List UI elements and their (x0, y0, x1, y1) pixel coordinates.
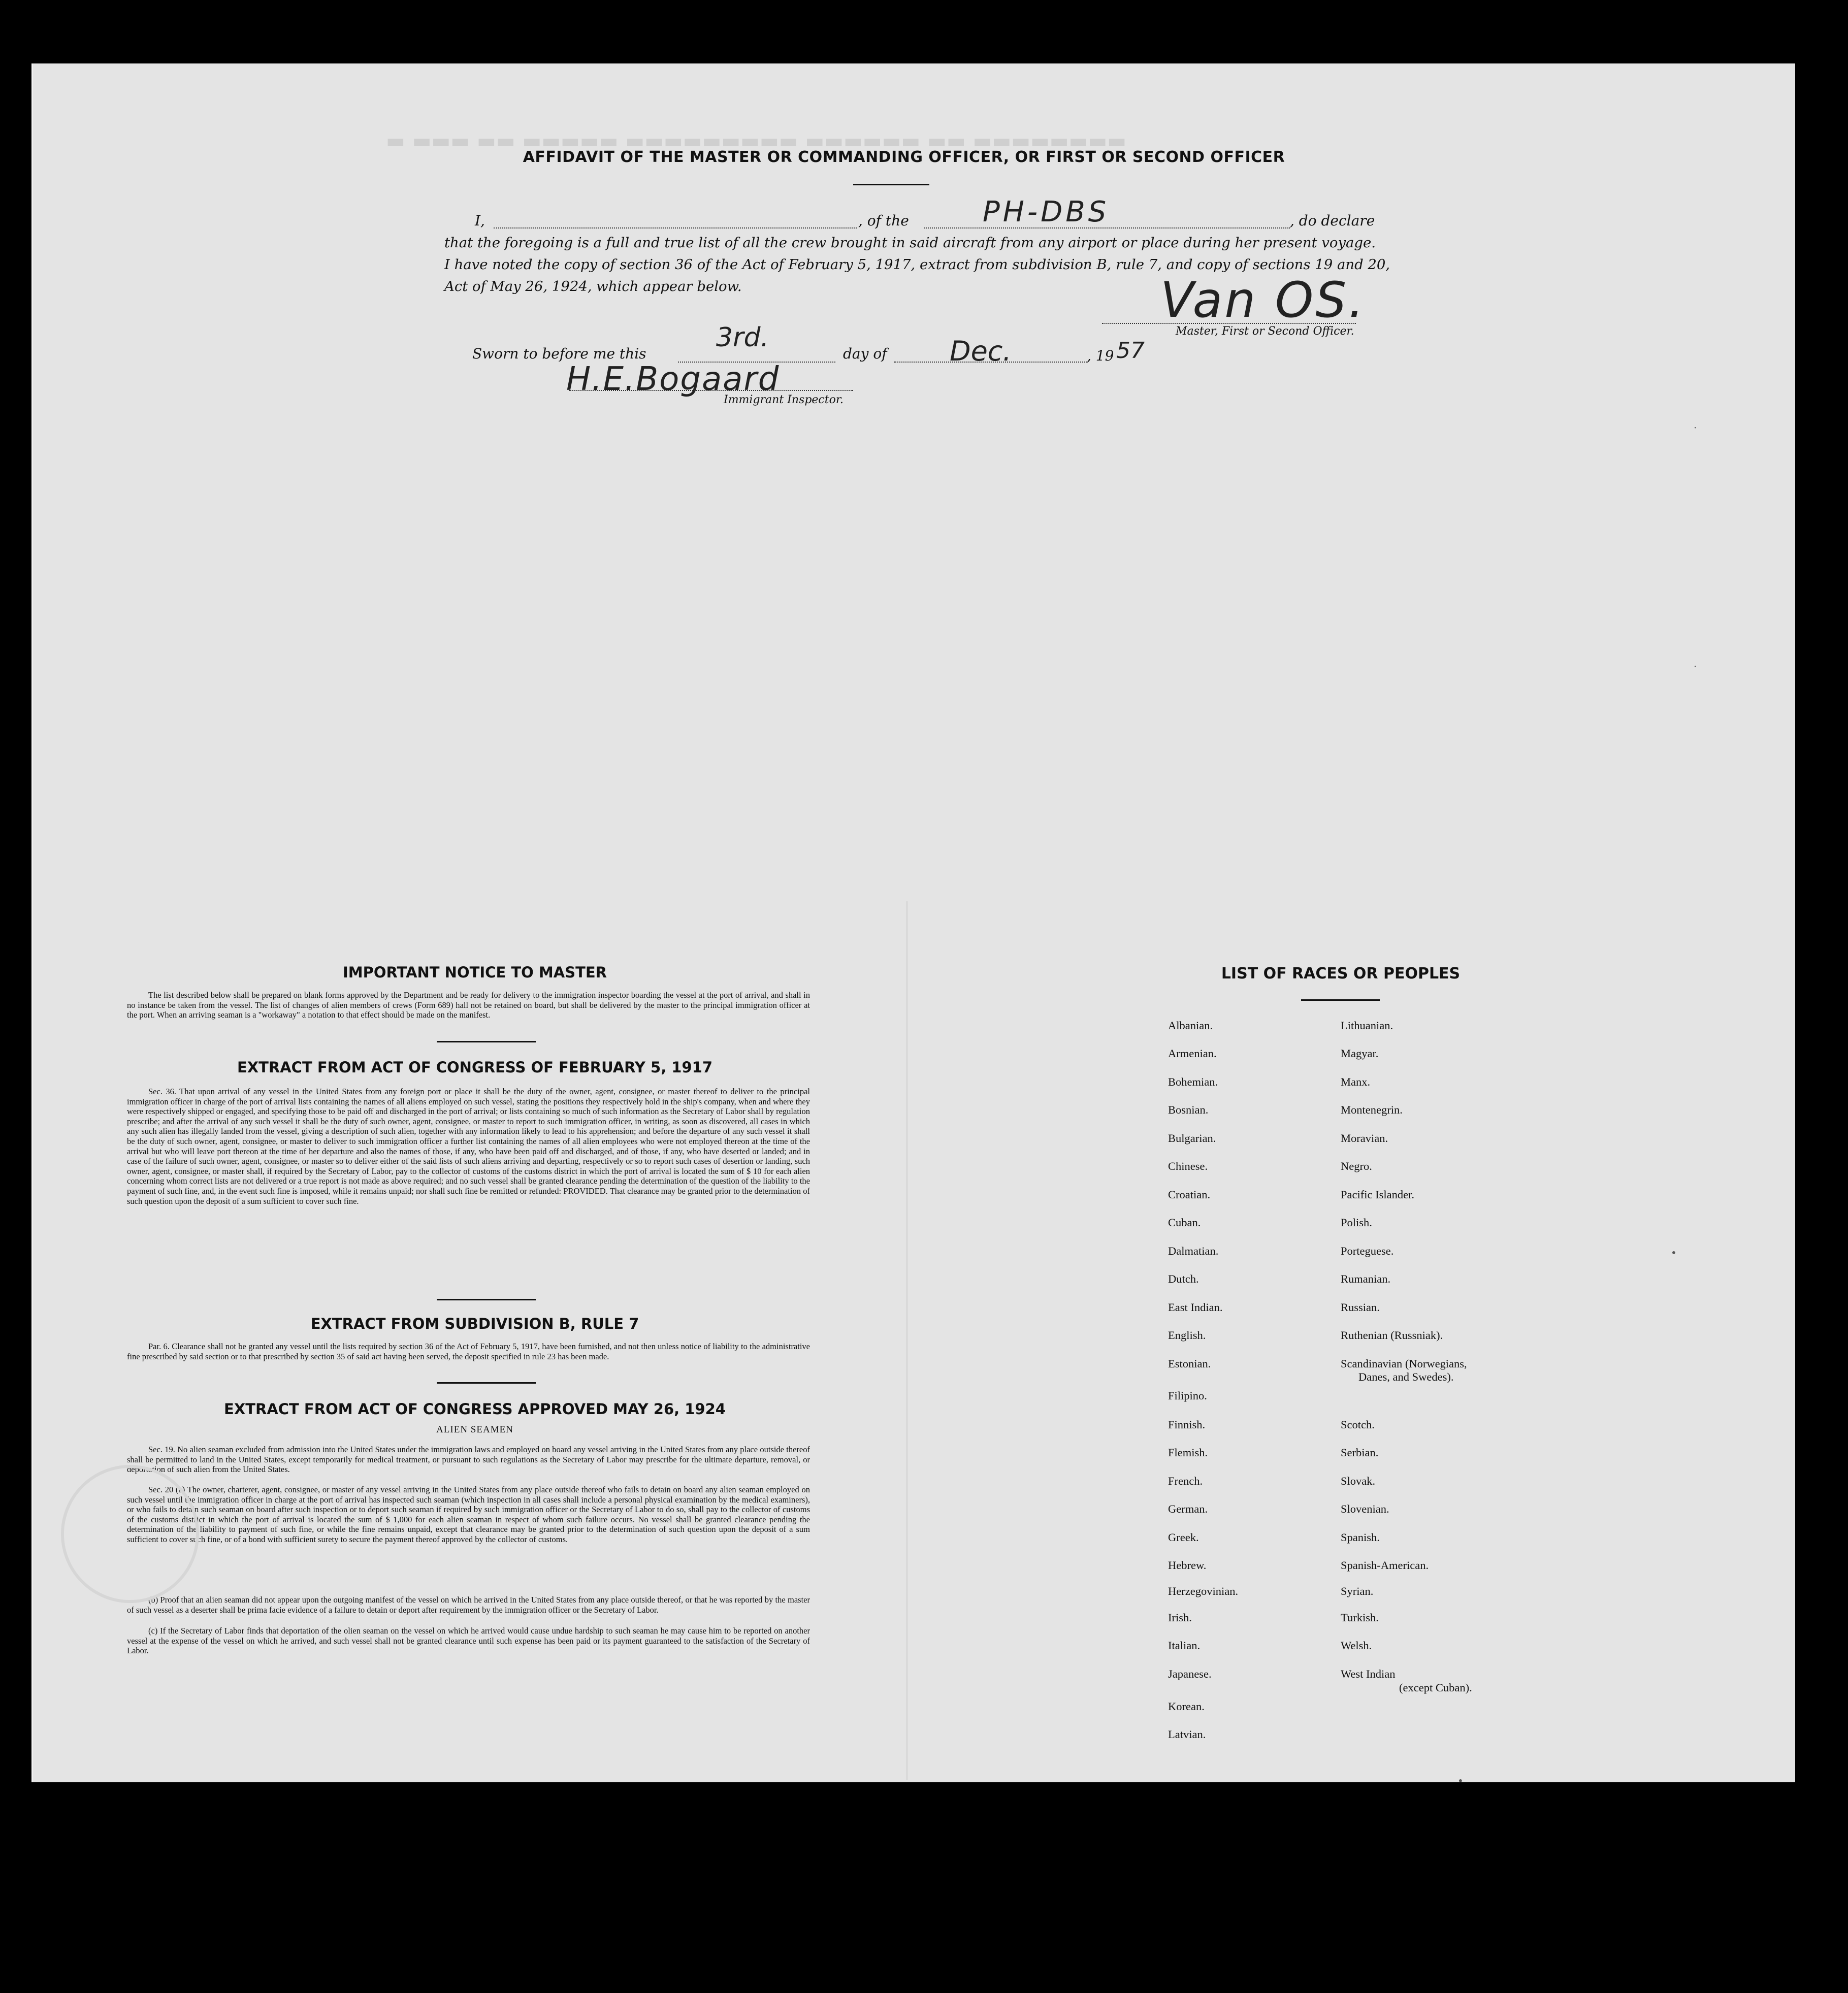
affidavit-line-2: that the foregoing is a full and true list of all the crew brought in said aircraft from any airport or place during her present voyage. (444, 235, 1376, 251)
race-item: Negro. (1341, 1160, 1372, 1172)
race-item: Ruthenian (Russniak). (1341, 1329, 1443, 1342)
race-item: Spanish-American. (1341, 1559, 1429, 1572)
do-declare-label: , do declare (1290, 212, 1375, 229)
of-the-label: , of the (858, 212, 909, 229)
affidavit-i: I, (475, 212, 485, 229)
race-item: Polish. (1341, 1216, 1372, 1229)
inspector-caption: Immigrant Inspector. (724, 394, 844, 406)
races-title-rule (1301, 999, 1380, 1001)
race-item: Irish. (1168, 1611, 1192, 1624)
race-item: Bulgarian. (1168, 1132, 1216, 1145)
race-item: Dalmatian. (1168, 1245, 1219, 1257)
bleed-through-mark: ▬ ▬▬▬ ▬▬ ▬▬▬▬▬ ▬▬▬▬▬▬▬▬▬ ▬▬▬▬▬▬ ▬▬ ▬▬▬▬▬▬▬▬ (386, 129, 1127, 153)
race-item: Manx. (1341, 1075, 1371, 1088)
race-item: Slovenian. (1341, 1502, 1389, 1515)
aircraft-handwritten: PH-DBS (983, 195, 1110, 228)
act-1924-sec20c: (c) If the Secretary of Labor finds that deportation of the olien seaman on the vessel on which he arrived would cause undue hardship to such seaman he may cause him to be reported on another vessel at the expense of the vessel on which he arrived, and such vessel shall not be granted clearance until such expense has been paid or its payment guaranteed to the satisfaction of the Secretary of Labor. (127, 1626, 810, 1656)
sworn-day-handwritten: 3rd. (716, 322, 769, 353)
act-1917-text: Sec. 36. That upon arrival of any vessel in the United States from any foreign port or place it shall be the duty of the owner, agent, consignee, or master thereof to deliver to the principal immigration officer in charge of the port of arrival lists containing the names of all aliens employed on such vessel, stating the positions they respectively hold in the ship's company, when and where they were respectively shipped or engaged, and specifying those to be paid off and discharged in the port of arrival; or lists containing so much of such information as the Secretary of Labor shall by regulation prescribe; and after the arrival of any such vessel it shall be the duty of such owner, agent, consignee, or master to report to such immigration officer, in writing, as soon as discovered, all cases in which any such alien has illegally landed from the vessel, giving a description of such alien, together with any information likely to lead to his apprehension; and before the departure of any such vessel it shall be the duty of such owner, agent, consignee, or master to deliver to such immigration officer a further list containing the names of all alien employees who were not employed thereon at the time of the arrival but who will leave port thereon at the time of her departure and also the names of those, if any, who have been paid off and discharged, and of those, if any, who have deserted or landed; and in case of the failure of such owner, agent, consignee, or master so to deliver either of the said lists of such aliens arriving and departing, respectively or so to report such cases of desertion or landing, such owner, agent, consignee, or master shall, if required by the Secretary of Labor, pay to the collector of customs of the customs district in which the port of arrival is located the sum of $ 10 for each alien concerning whom correct lists are not delivered or a true report is not made as above required; and no such vessel shall be granted clearance pending the determination of the question of the liability to the payment of such fine, and, in the event such fine is imposed, while it remains unpaid; nor shall such fine be remitted or refunded: PROVIDED. That clearance may be granted prior to the determination of such question upon the deposit of a sum sufficient to cover such fine. (127, 1087, 810, 1206)
subdivision-title: EXTRACT FROM SUBDIVISION B, RULE 7 (310, 1315, 639, 1332)
day-of-label: day of (843, 345, 887, 362)
race-item: Dutch. (1168, 1272, 1199, 1285)
sworn-label: Sworn to before me this (472, 345, 646, 362)
act-1924-sec20b: (b) Proof that an alien seaman did not appear upon the outgoing manifest of the vessel on which he arrived in the United States from any place outside thereof, or that he was reported by the master of such vessel as a deserter shall be prima facie evidence of a failure to detain or deport after requirement by the immigration officer or the Secretary of Labor. (127, 1595, 810, 1615)
race-item: East Indian. (1168, 1301, 1223, 1314)
act-1924-subtitle: ALIEN SEAMEN (436, 1424, 513, 1435)
subdivision-text: Par. 6. Clearance shall not be granted any vessel until the lists required by section 36 of the Act of February 5, 1917, have been furnished, and not then unless notice of liability to the administrative fine prescribed by said section or to that prescribed by section 35 of said act having been served, the deposit specified in rule 23 has been made. (127, 1342, 810, 1361)
master-signature-line (1102, 323, 1356, 324)
race-item: Estonian. (1168, 1357, 1211, 1370)
race-item: Moravian. (1341, 1132, 1388, 1145)
race-item: Albanian. (1168, 1019, 1213, 1032)
race-item: Flemish. (1168, 1446, 1208, 1459)
race-item: Lithuanian. (1341, 1019, 1393, 1032)
race-item: Scandinavian (Norwegians, (1341, 1357, 1467, 1370)
race-item: Herzegovinian. (1168, 1585, 1239, 1597)
race-item: Rumanian. (1341, 1272, 1391, 1285)
title-rule (853, 184, 929, 185)
seal-emboss (61, 1465, 199, 1603)
race-item: Bohemian. (1168, 1075, 1218, 1088)
race-item: Chinese. (1168, 1160, 1208, 1172)
race-item: Korean. (1168, 1700, 1205, 1713)
race-item: Slovak. (1341, 1475, 1376, 1487)
race-item: Serbian. (1341, 1446, 1379, 1459)
margin-tick: • (1671, 1247, 1677, 1259)
section-rule (437, 1299, 536, 1300)
year-prefix: , 19 (1087, 347, 1114, 364)
race-item: Scotch. (1341, 1418, 1375, 1431)
race-item: Welsh. (1341, 1639, 1372, 1652)
master-signature: Van OS. (1160, 272, 1366, 329)
race-item: Japanese. (1168, 1668, 1212, 1680)
affidavit-title: AFFIDAVIT OF THE MASTER OR COMMANDING OFFICER, OR FIRST OR SECOND OFFICER (523, 148, 1285, 166)
master-caption: Master, First or Second Officer. (1176, 325, 1354, 338)
affidavit-line-4: Act of May 26, 1924, which appear below. (444, 278, 742, 295)
race-item: English. (1168, 1329, 1206, 1342)
name-field-line (494, 227, 857, 228)
races-title: LIST OF RACES OR PEOPLES (1221, 965, 1461, 983)
race-item: Cuban. (1168, 1216, 1201, 1229)
inspector-signature-line (569, 390, 853, 391)
page-fold (906, 901, 907, 1780)
race-item: Armenian. (1168, 1047, 1217, 1060)
race-item: Danes, and Swedes). (1358, 1370, 1454, 1383)
race-item: Italian. (1168, 1639, 1201, 1652)
race-item: Bosnian. (1168, 1103, 1209, 1116)
act-1924-sec19: Sec. 19. No alien seaman excluded from admission into the United States under the immigration laws and employed on board any vessel arriving in the United States from any place outside thereof shall be permitted to land in the United States, except temporarily for medical treatment, or pursuant to such regulations as the Secretary of Labor may prescribe for the ultimate departure, removal, or deportation of such alien from the United States. (127, 1445, 810, 1475)
race-item: Magyar. (1341, 1047, 1379, 1060)
race-item: Latvian. (1168, 1728, 1206, 1741)
section-rule (437, 1041, 536, 1042)
margin-tick: · (1694, 421, 1697, 434)
inspector-signature: H.E.Bogaard (566, 361, 780, 398)
race-item: Croatian. (1168, 1188, 1211, 1201)
race-item: Hebrew. (1168, 1559, 1207, 1572)
notice-title: IMPORTANT NOTICE TO MASTER (342, 964, 607, 981)
act-1917-title: EXTRACT FROM ACT OF CONGRESS OF FEBRUARY 5, 1917 (237, 1059, 713, 1076)
margin-tick: · (1694, 660, 1697, 672)
section-rule (437, 1382, 536, 1384)
race-item: (except Cuban). (1399, 1681, 1472, 1694)
race-item: Pacific Islander. (1341, 1188, 1414, 1201)
margin-tick: • (1457, 1775, 1464, 1787)
notice-text: The list described below shall be prepared on blank forms approved by the Department and be ready for delivery to the immigration inspector boarding the vessel at the port of arrival, and shall in no instance be taken from the vessel. The list of changes of alien members of crews (Form 689) hall not be retained on board, but shall be delivered by the master to the principal immigration officer at the port. When an arriving seaman is a "workaway" a notation to that effect should be made on the manifest. (127, 990, 810, 1020)
race-item: Turkish. (1341, 1611, 1379, 1624)
race-item: Syrian. (1341, 1585, 1374, 1597)
race-item: Montenegrin. (1341, 1103, 1403, 1116)
race-item: Spanish. (1341, 1531, 1380, 1544)
sworn-month-handwritten: Dec. (950, 335, 1012, 367)
year-handwritten: 57 (1116, 338, 1145, 364)
race-item: Finnish. (1168, 1418, 1206, 1431)
race-item: Greek. (1168, 1531, 1199, 1544)
act-1924-sec20a: Sec. 20 (a) The owner, charterer, agent, consignee, or master of any vessel arriving in the United States from any place outside thereof who fails to detain on board any alien seaman employed on such vessel until the immigration officer in charge at the port of arrival has inspected such seaman (which inspection in all cases shall include a personal physical examination by the medical examiners), or who fails to detain such seaman on board after such inspection or to deport such seaman if required by such immigration officer or the Secretary of Labor to do so, shall pay to the collector of customs of the customs district in which the port of arrival is located the sum of $ 1,000 for each alien seaman in respect of whom such failure occurs. No vessel shall be granted clearance pending the determination of the liability to payment of such fine, or while the fine remains unpaid, except that clearance may be granted prior to the determination of such question upon the deposit of a sum sufficient to cover such fine, or of a bond with sufficient surety to secure the payment thereof approved by the collector of customs. (127, 1485, 810, 1544)
race-item: French. (1168, 1475, 1203, 1487)
race-item: West Indian (1341, 1668, 1396, 1680)
act-1924-title: EXTRACT FROM ACT OF CONGRESS APPROVED MAY 26, 1924 (224, 1400, 726, 1418)
affidavit-line-3: I have noted the copy of section 36 of the Act of February 5, 1917, extract from subdivision B, rule 7, and copy of sections 19 and 20, (444, 256, 1390, 273)
race-item: Porteguese. (1341, 1245, 1394, 1257)
race-item: German. (1168, 1502, 1208, 1515)
race-item: Filipino. (1168, 1389, 1207, 1402)
race-item: Russian. (1341, 1301, 1380, 1314)
